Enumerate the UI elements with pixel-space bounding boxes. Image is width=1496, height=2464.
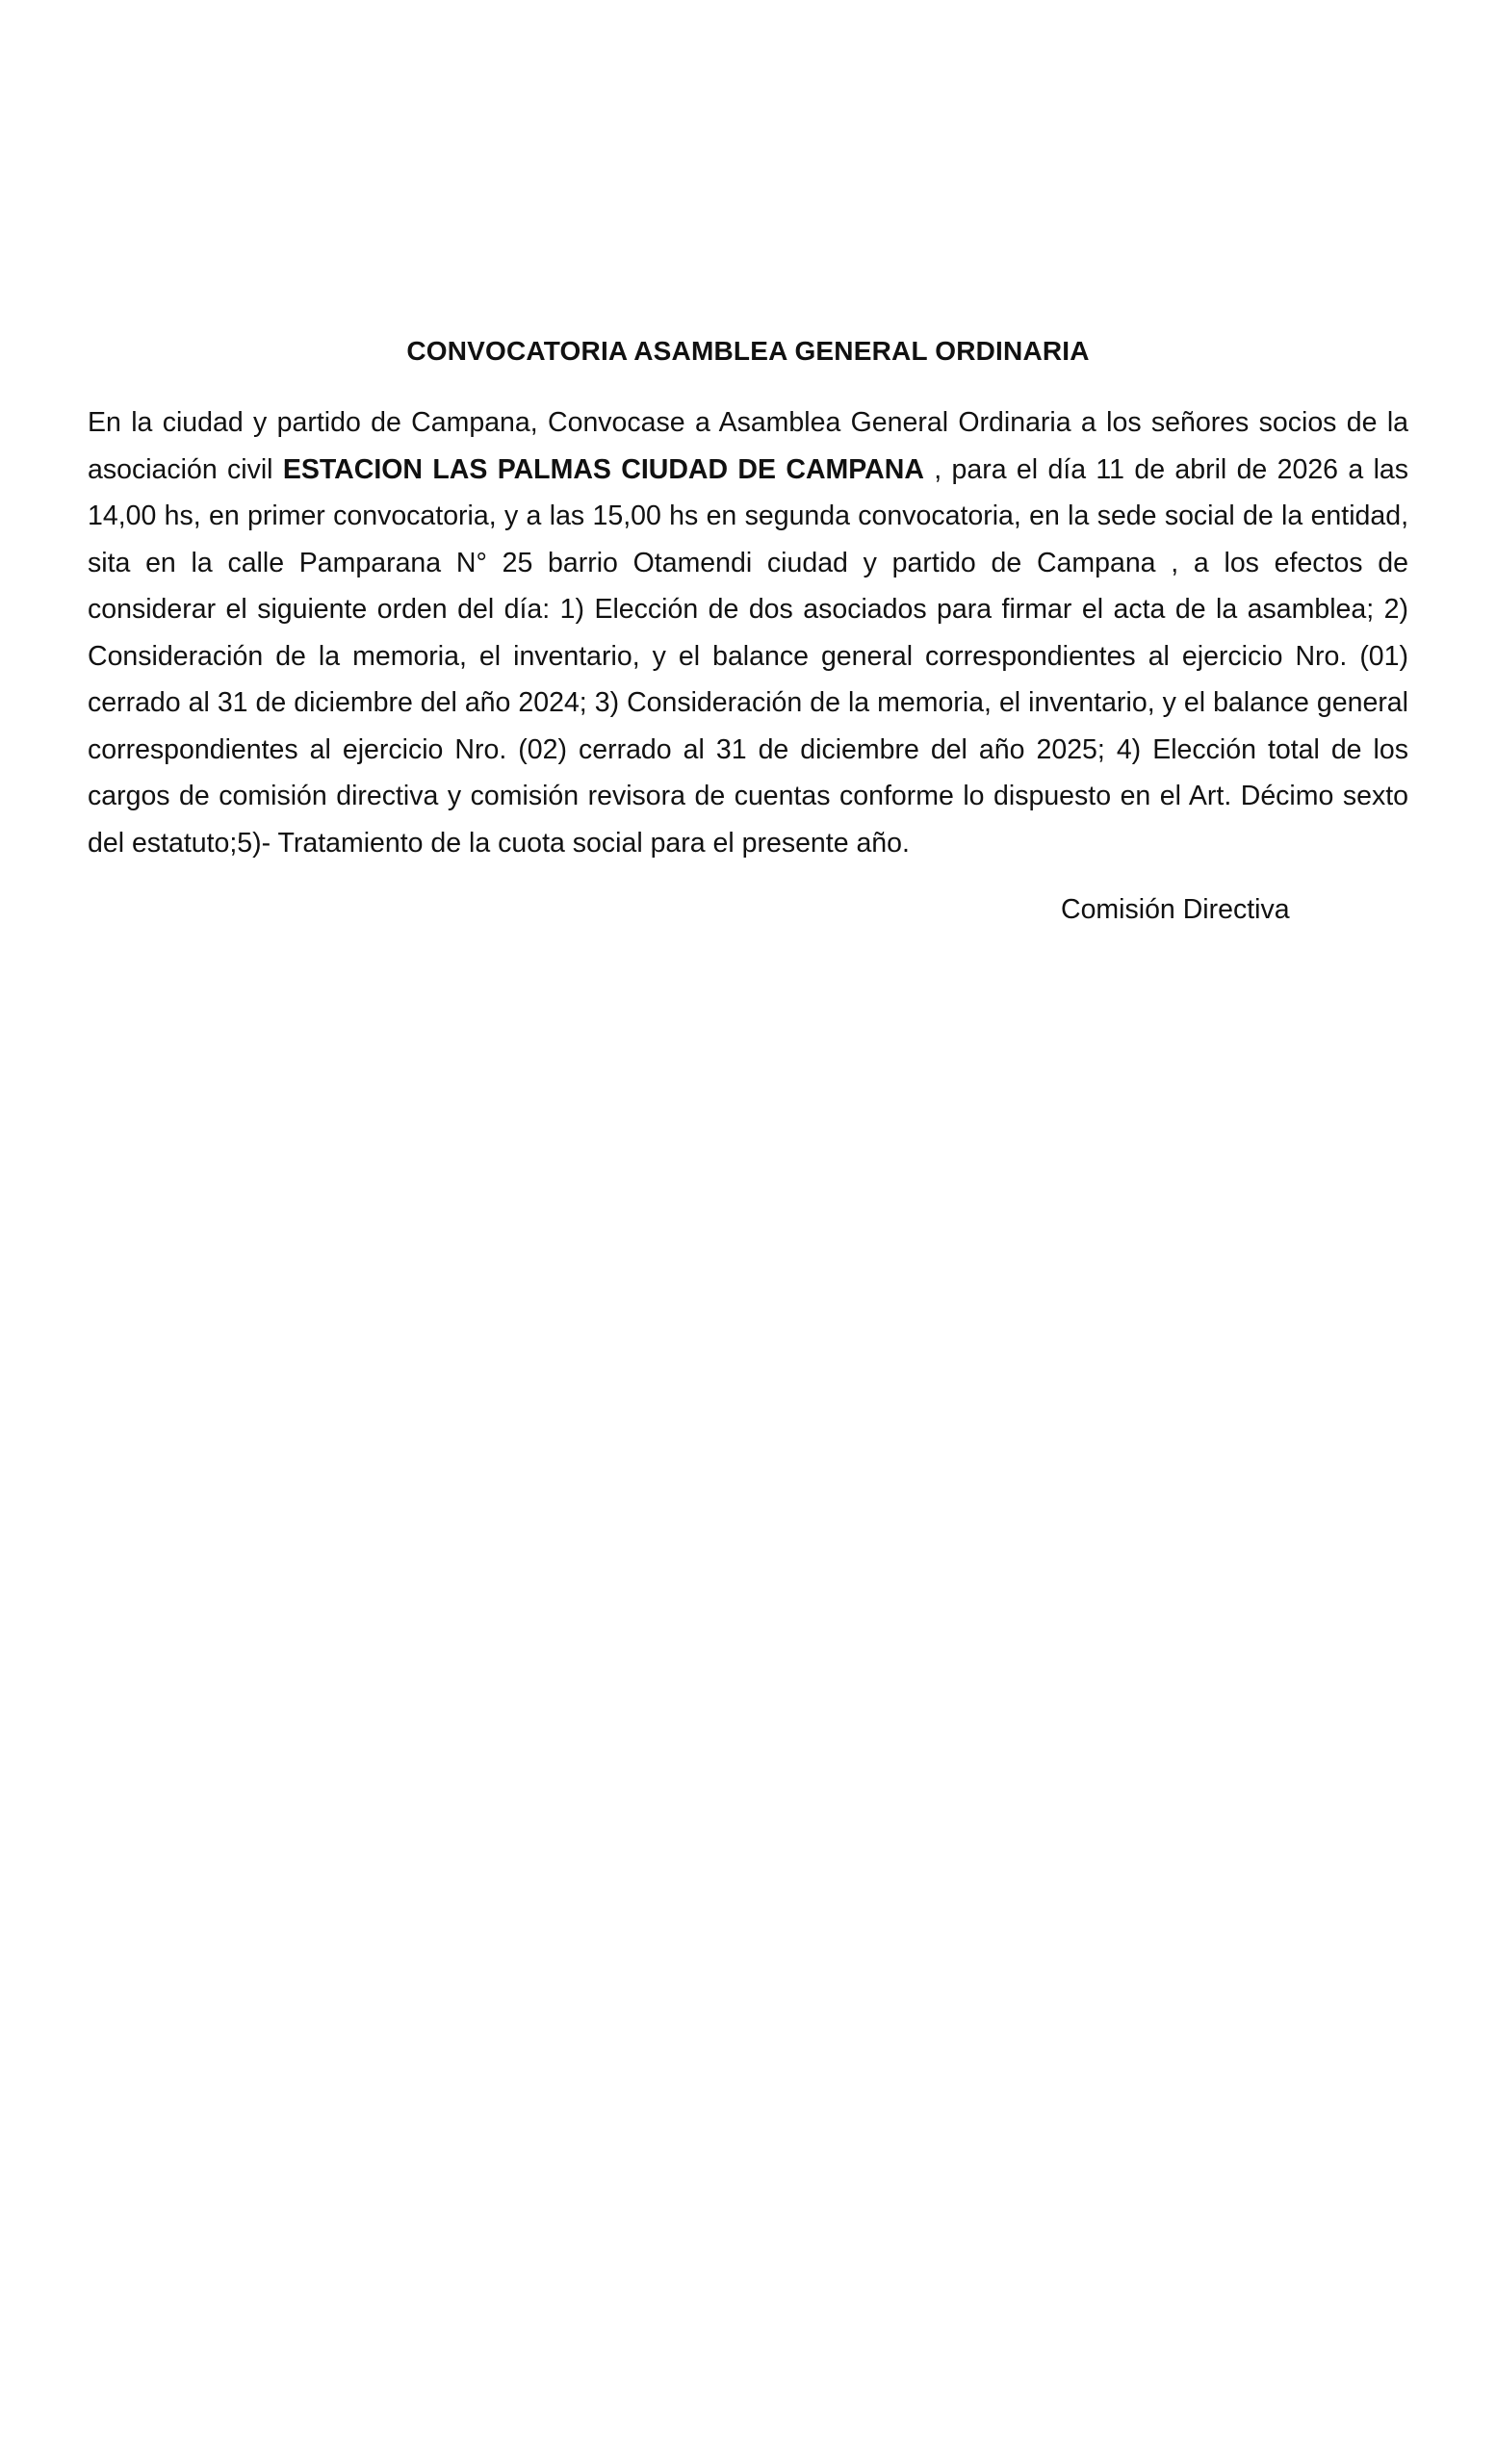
body-intro: En la ciudad y partido de Campana, Convocase a Asamblea General Ordinaria a los señores socios de la asociación civil [88,407,1408,485]
document-title: CONVOCATORIA ASAMBLEA GENERAL ORDINARIA [406,336,1090,366]
signature: Comisión Directiva [1061,894,1290,925]
association-name: ESTACION LAS PALMAS CIUDAD DE CAMPANA [282,453,924,485]
body-main: , para el día 11 de abril de 2026 a las 14,00 hs, en primer convocatoria, y a las 15,00 hs en segunda convocatoria, en la sede social de la entidad, sita en la calle Pamparana N° 25 barrio Otamendi ciudad y partido de Campana , a los efectos de considerar el siguiente orden del día: 1) Elección de dos asociados para firmar el acta de la asamblea; 2) Consideración de la memoria, el inventario, y el balance general correspondientes al ejercicio Nro. (01) cerrado al 31 de diciembre del año 2024; 3) Consideración de la memoria, el inventario, y el balance general correspondientes al ejercicio Nro. (02) cerrado al 31 de diciembre del año 2025; 4) Elección total de los cargos de comisión directiva y comisión revisora de cuentas conforme lo dispuesto en el Art. Décimo sexto del estatuto;5)- Tratamiento de la cuota social para el presente año. [88,453,1409,859]
document-body [88,399,1408,866]
